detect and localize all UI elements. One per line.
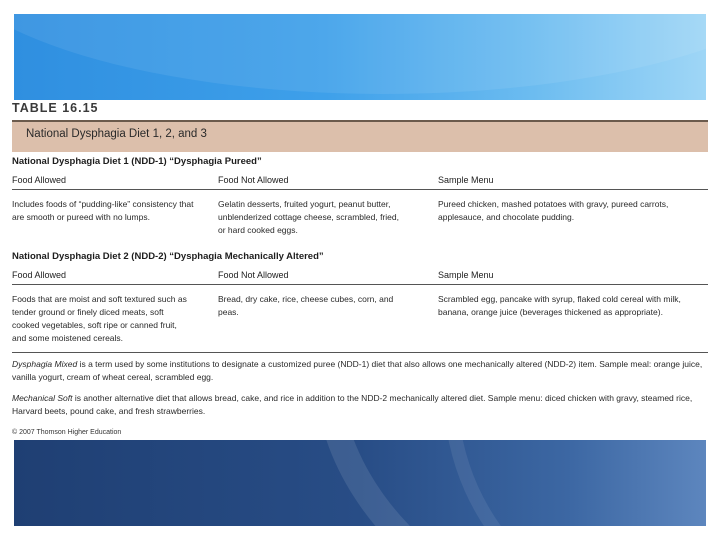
column-header-food-not-allowed: Food Not Allowed — [218, 175, 289, 185]
dysphagia-diet-table — [10, 100, 710, 440]
divider — [12, 352, 708, 353]
note-text: is another alternative diet that allows bread, cake, and rice in addition to the NDD-2 mechanically altered diet. Sample menu: diced chicken with gravy, steamed rice, Harvard beets, pound cake, and fresh strawberries. — [12, 393, 693, 416]
table-title: National Dysphagia Diet 1, 2, and 3 — [26, 128, 207, 140]
table-title-bar — [12, 120, 708, 152]
table-cell-food-not-allowed: Bread, dry cake, rice, cheese cubes, corn, and peas. — [218, 294, 394, 317]
column-header-food-allowed: Food Allowed — [12, 270, 67, 280]
table-cell-sample-menu: Scrambled egg, pancake with syrup, flaked cold cereal with milk, banana, orange juice (beverages thickened as appropriate). — [438, 294, 681, 317]
table-note-mechanical-soft — [12, 392, 706, 418]
header-decoration — [14, 14, 706, 100]
note-term: Dysphagia Mixed — [12, 359, 78, 369]
column-header-sample-menu: Sample Menu — [438, 270, 494, 280]
note-text: is a term used by some institutions to designate a customized puree (NDD-1) diet that also allows one mechanically altered (NDD-2) item. Sample meal: orange juice, vanilla yogurt, cream of wheat cereal, scrambled egg. — [12, 359, 703, 382]
table-note-dysphagia-mixed — [12, 358, 706, 384]
table-number: TABLE 16.15 — [12, 101, 99, 115]
divider — [12, 284, 708, 285]
section-heading-ndd2: National Dysphagia Diet 2 (NDD-2) “Dysphagia Mechanically Altered” — [12, 251, 324, 262]
table-cell-food-allowed: Foods that are moist and soft textured such as tender ground or finely diced meats, soft cooked vegetables, soft ripe or canned fruit, and some moistened cereals. — [12, 294, 187, 343]
note-term: Mechanical Soft — [12, 393, 73, 403]
copyright-notice: © 2007 Thomson Higher Education — [12, 429, 122, 436]
table-cell-food-allowed: Includes foods of “pudding-like” consistency that are smooth or pureed with no lumps. — [12, 199, 194, 222]
divider — [12, 189, 708, 190]
column-header-food-not-allowed: Food Not Allowed — [218, 270, 289, 280]
column-header-sample-menu: Sample Menu — [438, 175, 494, 185]
table-cell-food-not-allowed: Gelatin desserts, fruited yogurt, peanut butter, unblenderized cottage cheese, scrambled, fried, or hard cooked eggs. — [218, 199, 399, 235]
column-header-food-allowed: Food Allowed — [12, 175, 67, 185]
table-cell-sample-menu: Pureed chicken, mashed potatoes with gravy, pureed carrots, applesauce, and chocolate pudding. — [438, 199, 669, 222]
footer-decoration — [14, 440, 706, 526]
section-heading-ndd1: National Dysphagia Diet 1 (NDD-1) “Dysphagia Pureed” — [12, 156, 262, 167]
